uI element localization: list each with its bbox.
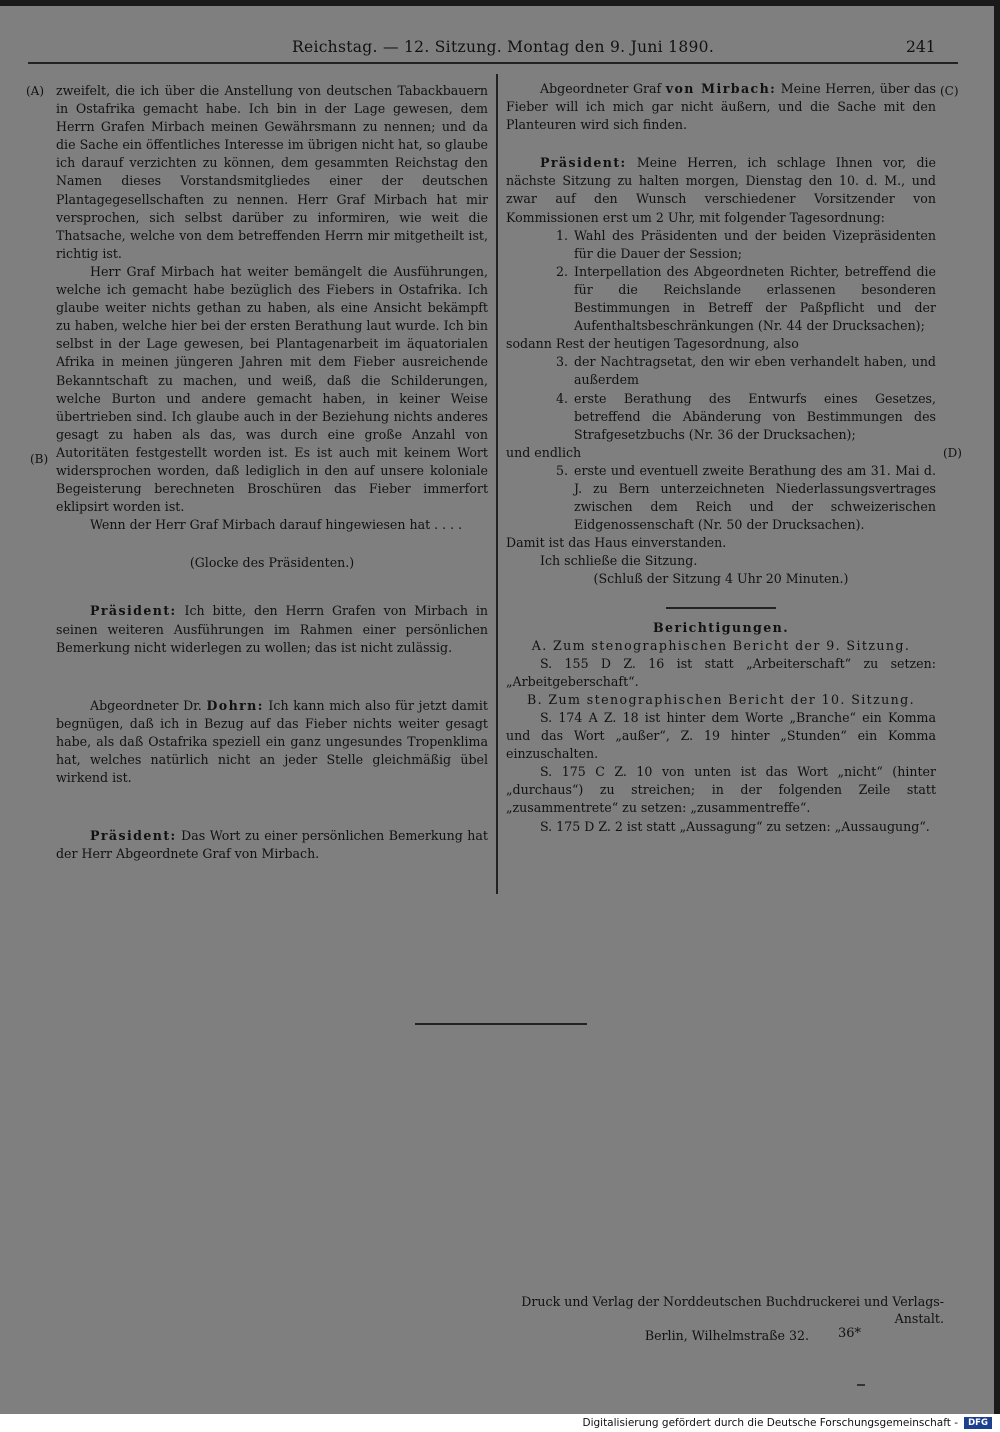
left-column <box>56 82 488 863</box>
stage-direction: (Schluß der Sitzung 4 Uhr 20 Minuten.) <box>593 571 849 587</box>
margin-mark-c: (C) <box>940 84 959 98</box>
correction-entry: S. 174 A Z. 18 ist hinter dem Worte „Branche“ ein Komma und das Wort „außer“, Z. 19 hinter „Stunden“ ein Komma einzuschalten. <box>506 710 936 762</box>
paragraph: Damit ist das Haus einverstanden. <box>506 535 727 551</box>
column-rule <box>496 74 498 894</box>
corrections-heading: Berichtigungen. <box>653 619 789 635</box>
agenda-item: 5. erste und eventuell zweite Berathung des am 31. Mai d. J. zu Bern unterzeichneten Niederlassungsvertrages zwischen dem Reich und der schweizerischen Eidgenossenschaft (Nr. 50 der Drucksachen). <box>555 462 936 533</box>
right-column <box>506 80 936 836</box>
agenda-item: 3. der Nachtragsetat, den wir eben verhandelt haben, und außerdem <box>555 354 936 388</box>
corrections-subheading: B. Zum stenographischen Bericht der 10. Sitzung. <box>526 691 916 707</box>
margin-mark-a: (A) <box>26 84 45 98</box>
agenda-item: 2. Interpellation des Abgeordneten Richter, betreffend die für die Reichslande erlassenen besonderen Bestimmungen in Betreff der Paßpflicht und der Aufenthaltsbeschränkungen (Nr. 44 der Drucksachen); <box>555 263 936 334</box>
scan-mark <box>857 1384 865 1386</box>
correction-entry: S. 155 D Z. 16 ist statt „Arbeiterschaft“ zu setzen: „Arbeitgeberschaft“. <box>506 655 936 689</box>
paragraph: Abgeordneter Graf von Mirbach: Meine Herren, über das Fieber will ich mich gar nicht äußern, und die Sache mit den Planteuren wird sich finden. <box>506 81 937 133</box>
section-rule <box>666 607 776 609</box>
agenda-item: 4. erste Berathung des Entwurfs eines Gesetzes, betreffend die Abänderung von Bestimmungen des Strafgesetzbuchs (Nr. 36 der Drucksachen); <box>555 390 936 442</box>
imprint-line: Berlin, Wilhelmstraße 32. <box>644 1328 809 1343</box>
paragraph: sodann Rest der heutigen Tagesordnung, also <box>506 336 799 352</box>
agenda-item: 1. Wahl des Präsidenten und der beiden Vizepräsidenten für die Dauer der Session; <box>555 227 936 261</box>
paragraph: Abgeordneter Dr. Dohrn: Ich kann mich also für jetzt damit begnügen, daß ich in Bezug auf das Fieber nichts weiter gesagt habe, als daß Ostafrika speziell ein ganz ungesundes Tropenklima hat, welches natürlich nicht an jeder Stelle gleichmäßig übel wirkend ist. <box>56 697 488 786</box>
paragraph: Wenn der Herr Graf Mirbach darauf hingewiesen hat . . . . <box>90 517 463 533</box>
paragraph: Ich schließe die Sitzung. <box>540 553 698 569</box>
paragraph: Herr Graf Mirbach hat weiter bemängelt die Ausführungen, welche ich gemacht habe bezüglich des Fiebers in Ostafrika. Ich glaube weiter nichts gethan zu haben, als eine Ansicht bekämpft zu haben, welche hier bei der ersten Berathung laut wurde. Ich bin selbst in der Lage gewesen, bei Plantagenarbeit im äquatorialen Afrika in meinen jüngeren Jahren mit dem Fieber ausreichende Bekanntschaft zu machen, und weiß, daß die Schilderungen, welche Burton und andere gemacht haben, in keiner Weise übertrieben sind. Ich glaube auch in der Beziehung nichts anderes gesagt zu haben als das, was durch eine große Anzahl von Autoritäten festgestellt worden ist. Es ist auch mit keinem Wort widersprochen worden, daß lediglich in den auf unsere koloniale Begeisterung berechneten Broschüren das Fieber immerfort eklipsirt worden ist. <box>56 263 488 515</box>
imprint-line: Druck und Verlag der Norddeutschen Buchdruckerei und Verlags-Anstalt. <box>521 1294 944 1326</box>
header-rule <box>28 62 958 64</box>
paragraph: und endlich <box>506 444 582 460</box>
scan-edge-right <box>994 0 1000 1414</box>
end-rule <box>415 1023 587 1025</box>
page-number: 241 <box>906 38 936 56</box>
dfg-logo: DFG <box>964 1417 992 1429</box>
margin-mark-d: (D) <box>943 446 962 460</box>
imprint <box>512 1293 944 1344</box>
paragraph: Präsident: Ich bitte, den Herrn Grafen von Mirbach in seinen weiteren Ausführungen im Rahmen einer persönlichen Bemerkung nicht widerlegen zu wollen; das ist nicht zulässig. <box>56 603 488 655</box>
speaker-label: Präsident: <box>90 603 177 619</box>
signature-mark: 36* <box>838 1326 862 1341</box>
speaker-label: Präsident: <box>90 828 177 844</box>
speaker-label: Präsident: <box>540 155 627 171</box>
correction-entry: S. 175 C Z. 10 von unten ist das Wort „nicht“ (hinter „durchaus“) zu streichen; in der folgenden Zeile statt „zusammentrete“ zu setzen: „zusammentreffe“. <box>506 764 936 816</box>
margin-mark-b: (B) <box>30 452 49 466</box>
paragraph: zweifelt, die ich über die Anstellung von deutschen Tabackbauern in Ostafrika gemacht habe. Ich bin in der Lage gewesen, dem Herrn Grafen Mirbach meinen Gewährsmann zu nennen; und da die Sache ein öffentliches Interesse im übrigen nicht hat, so glaube ich darauf verzichten zu können, dem gesammten Reichstag den Namen dieses Vorstandsmitgliedes einer der deutschen Plantagegesellschaften zu nennen. Herr Graf Mirbach hat mir versprochen, sich selbst darüber zu informiren, wie weit die Thatsache, welche von dem betreffenden Herrn mir mitgetheilt ist, richtig ist. <box>56 83 488 261</box>
speaker-label: Dohrn: <box>206 697 264 713</box>
corrections-subheading: A. Zum stenographischen Bericht der 9. Sitzung. <box>531 637 911 653</box>
speaker-label: von Mirbach: <box>665 81 777 96</box>
paragraph: Präsident: Meine Herren, ich schlage Ihnen vor, die nächste Sitzung zu halten morgen, Dienstag den 10. d. M., und zwar auf den Wunsch verschiedener Vorsitzender von Kommissionen erst um 2 Uhr, mit folgender Tagesordnung: <box>506 155 936 225</box>
footer-credit: Digitalisierung gefördert durch die Deutsche Forschungsgemeinschaft - <box>582 1417 958 1429</box>
scan-edge-top <box>0 0 1000 6</box>
paragraph: Präsident: Das Wort zu einer persönlichen Bemerkung hat der Herr Abgeordnete Graf von Mirbach. <box>56 828 488 862</box>
running-header: Reichstag. — 12. Sitzung. Montag den 9. Juni 1890. <box>292 38 715 56</box>
stage-direction: (Glocke des Präsidenten.) <box>189 555 355 571</box>
correction-entry: S. 175 D Z. 2 ist statt „Aussagung“ zu setzen: „Aussaugung“. <box>540 818 930 834</box>
